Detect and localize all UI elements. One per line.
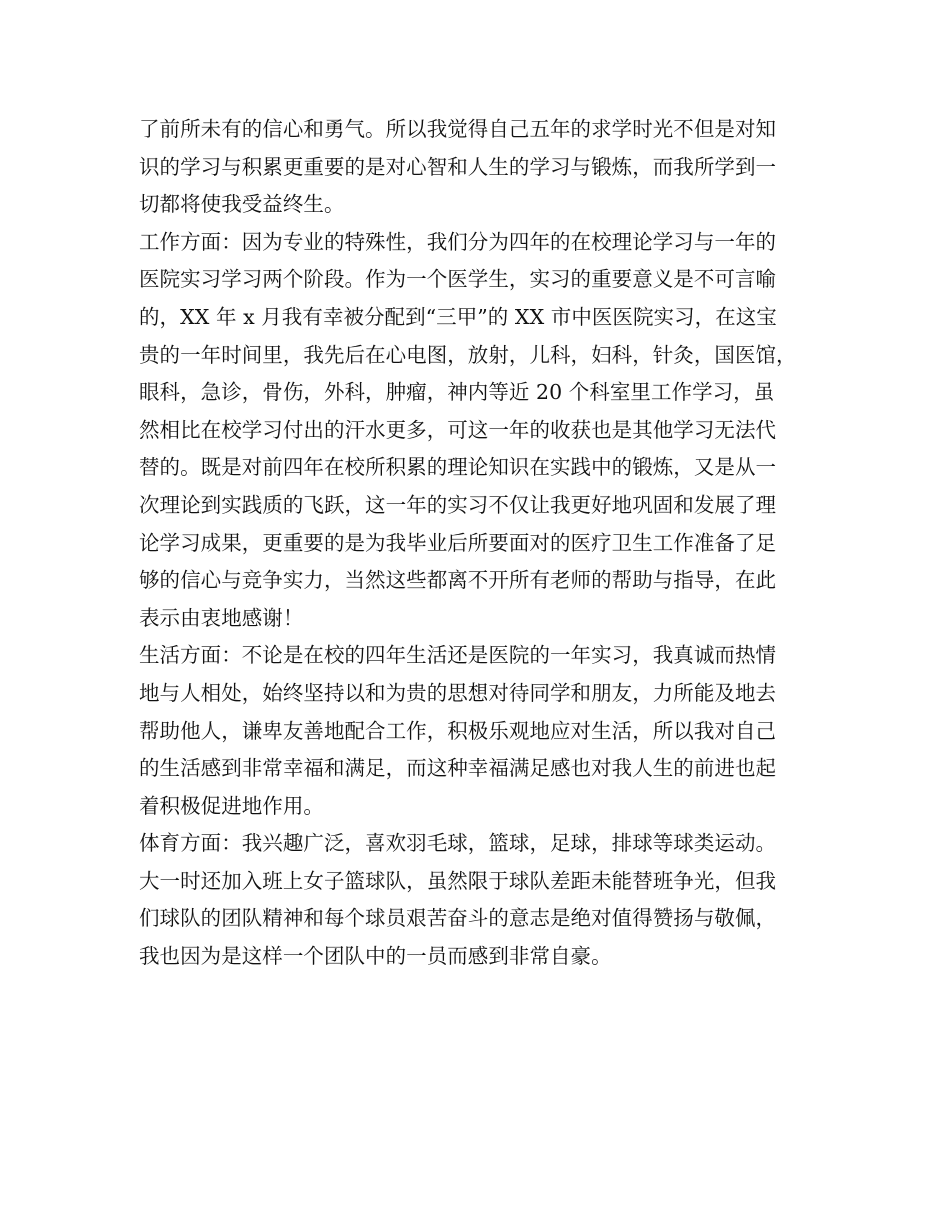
text-line: 次理论到实践质的飞跃，这一年的实习不仅让我更好地巩固和发展了理 <box>139 492 777 517</box>
text-line: 识的学习与积累更重要的是对心智和人生的学习与锻炼，而我所学到一 <box>139 154 777 179</box>
text-line: 医院实习学习两个阶段。作为一个医学生，实习的重要意义是不可言喻 <box>139 267 777 292</box>
text-line: 体育方面：我兴趣广泛，喜欢羽毛球，篮球，足球，排球等球类运动。 <box>139 831 777 856</box>
text-line: 生活方面：不论是在校的四年生活还是医院的一年实习，我真诚而热情 <box>139 643 777 668</box>
text-line: 帮助他人，谦卑友善地配合工作，积极乐观地应对生活，所以我对自己 <box>139 718 777 743</box>
text-line: 工作方面：因为专业的特殊性，我们分为四年的在校理论学习与一年的 <box>139 229 777 254</box>
text-line: 我也因为是这样一个团队中的一员而感到非常自豪。 <box>139 944 612 969</box>
text-line: 大一时还加入班上女子篮球队，虽然限于球队差距未能替班争光，但我 <box>139 868 777 893</box>
text-line: 贵的一年时间里，我先后在心电图，放射，儿科，妇科，针灸，国医馆， <box>139 342 797 367</box>
document-text-block <box>139 111 829 976</box>
text-line: 们球队的团队精神和每个球员艰苦奋斗的意志是绝对值得赞扬与敬佩， <box>139 906 777 931</box>
text-line: 够的信心与竞争实力，当然这些都离不开所有老师的帮助与指导，在此 <box>139 568 777 593</box>
text-line: 论学习成果，更重要的是为我毕业后所要面对的医疗卫生工作准备了足 <box>139 530 777 555</box>
text-line: 了前所未有的信心和勇气。所以我觉得自己五年的求学时光不但是对知 <box>139 117 777 141</box>
text-line: 的，XX 年 x 月我有幸被分配到“三甲”的 XX 市中医医院实习，在这宝 <box>139 304 777 329</box>
text-line: 切都将使我受益终生。 <box>139 192 345 217</box>
text-line: 替的。既是对前四年在校所积累的理论知识在实践中的锻炼，又是从一 <box>139 455 777 480</box>
text-line: 地与人相处，始终坚持以和为贵的思想对待同学和朋友，力所能及地去 <box>139 680 777 705</box>
text-line: 眼科，急诊，骨伤，外科，肿瘤，神内等近 20 个科室里工作学习，虽 <box>139 380 775 405</box>
text-line: 然相比在校学习付出的汗水更多，可这一年的收获也是其他学习无法代 <box>139 417 777 442</box>
text-line: 表示由衷地感谢！ <box>139 605 304 630</box>
text-line: 着积极促进地作用。 <box>139 793 324 818</box>
text-line: 的生活感到非常幸福和满足，而这种幸福满足感也对我人生的前进也起 <box>139 756 777 781</box>
